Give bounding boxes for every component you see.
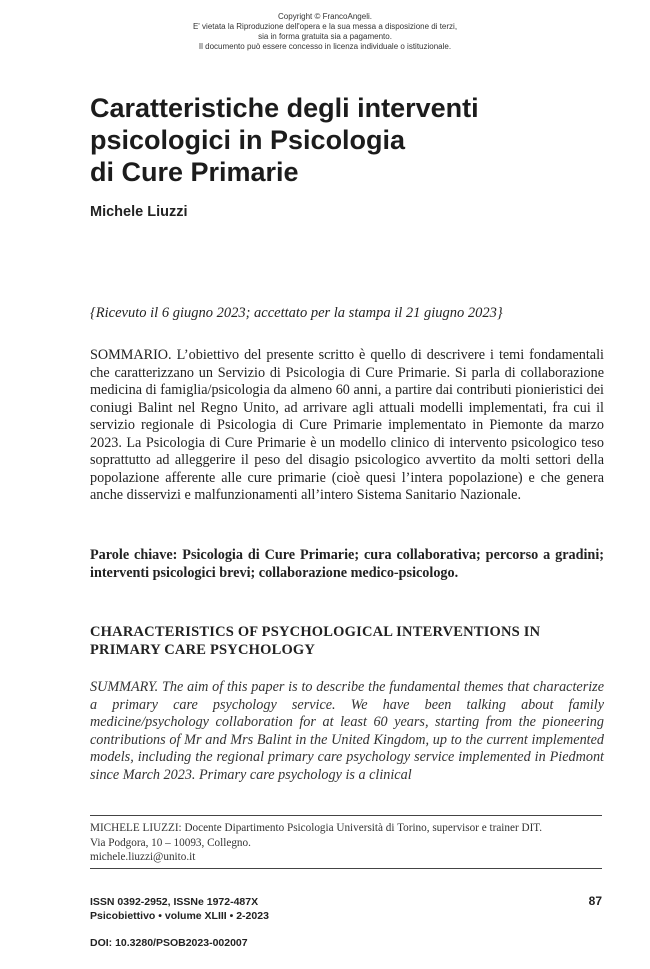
affiliation-email[interactable]: michele.liuzzi@unito.it bbox=[90, 851, 196, 863]
received-date-note: {Ricevuto il 6 giugno 2023; accettato per la stampa il 21 giugno 2023} bbox=[90, 305, 503, 321]
journal-info: Psicobiettivo • volume XLIII • 2-2023 bbox=[90, 910, 269, 922]
keywords: Parole chiave: Psicologia di Cure Primarie; cura collaborativa; percorso a gradini; interventi psicologici brevi; collaborazione medico-psicologo. bbox=[90, 547, 604, 581]
copyright-line: E' vietata la Riproduzione dell'opera e la sua messa a disposizione di terzi, bbox=[192, 22, 458, 31]
copyright-notice bbox=[0, 12, 650, 52]
article-title bbox=[90, 92, 610, 188]
author-affiliation bbox=[90, 821, 610, 865]
english-title: CHARACTERISTICS OF PSYCHOLOGICAL INTERVENTIONS IN PRIMARY CARE PSYCHOLOGY bbox=[90, 624, 541, 658]
title-line: di Cure Primarie bbox=[90, 157, 299, 187]
page-number: 87 bbox=[588, 894, 602, 908]
title-line: Caratteristiche degli interventi bbox=[90, 93, 479, 123]
footnote-divider-top bbox=[90, 815, 602, 816]
copyright-line: Il documento può essere concesso in licenza individuale o istituzionale. bbox=[198, 42, 452, 51]
italian-abstract: SOMMARIO. L’obiettivo del presente scritto è quello di descrivere i temi fondamentali che caratterizzano un Servizio di Psicologia di Cure Primarie. Si parla di collaborazione medicina di famiglia/psicologia da almeno 60 anni, a partire dai contributi pionieristici dei coniugi Balint nel Regno Unito, ad arrivare agli attuali modelli implementati, fra cui il servizio regionale di Psicologia di Cure Primarie implementato in Piemonte da marzo 2023. La Psicologia di Cure Primarie è un modello clinico di intervento psicologico teso soprattutto ad alleggerire il peso del disagio psicologico avvertito da molti settori della popolazione afferente alle cure primarie (cioè quesi l’intera popolazione) e che genera anche disservizi e malfunzionamenti all’intero Sistema Sanitario Nazionale. bbox=[90, 347, 604, 503]
title-line: psicologici in Psicologia bbox=[90, 125, 406, 155]
affiliation-line: MICHELE LIUZZI: Docente Dipartimento Psicologia Università di Torino, supervisor e trainer DIT. bbox=[90, 822, 543, 834]
article-author: Michele Liuzzi bbox=[90, 204, 188, 220]
footnote-divider-bottom bbox=[90, 868, 602, 869]
affiliation-line: Via Podgora, 10 – 10093, Collegno. bbox=[90, 836, 251, 849]
copyright-line: Copyright © FrancoAngeli. bbox=[278, 12, 372, 21]
doi-link[interactable]: DOI: 10.3280/PSOB2023-002007 bbox=[90, 937, 248, 949]
english-abstract: SUMMARY. The aim of this paper is to describe the fundamental themes that characterize a primary care psychology service. We have been talking about family medicine/psychology collaboration for at least 60 years, starting from the pioneering contributions of Mr and Mrs Balint in the United Kingdom, up to the current implemented models, including the regional primary care psychology service implemented in Piedmont since March 2023. Primary care psychology is a clinical bbox=[90, 679, 604, 783]
issn-line: ISSN 0392-2952, ISSNe 1972-487X bbox=[90, 896, 259, 908]
copyright-line: sia in forma gratuita sia a pagamento. bbox=[258, 32, 392, 41]
